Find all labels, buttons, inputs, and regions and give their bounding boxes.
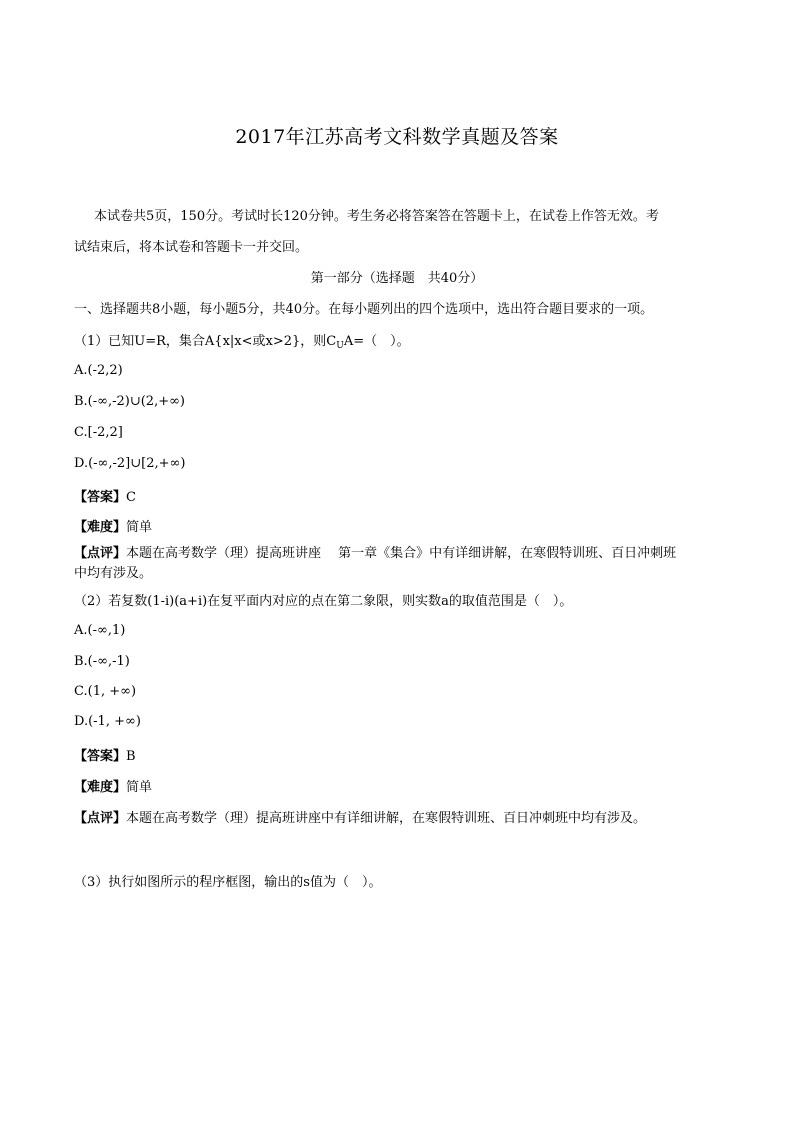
q2-difficulty — [74, 776, 152, 795]
q1-comment — [74, 542, 676, 561]
intro-line-1: 本试卷共5页，150分。考试时长120分钟。考生务必将答案答在答题卡上，在试卷上作答无效。考 — [94, 209, 659, 224]
q1-stem-sub: U — [336, 341, 344, 351]
q2-answer-value: B — [126, 749, 136, 764]
q1-stem-before: （1）已知U=R，集合A{x|x<或x>2}，则C — [74, 334, 337, 349]
answer-label: 【答案】 — [74, 749, 127, 764]
q2-comment-text: 本题在高考数学（理）提高班讲座中有详细讲解，在寒假特训班、百日冲刺班中均有涉及。 — [126, 811, 647, 826]
q1-option-c: C.[-2,2] — [74, 425, 123, 440]
section-instruction: 一、选择题共8小题，每小题5分，共40分。在每小题列出的四个选项中，选出符合题目要求的一项。 — [74, 302, 654, 317]
q2-option-b: B.(-∞,-1) — [74, 654, 130, 669]
q2-option-c: C.(1, +∞) — [74, 684, 137, 699]
q1-difficulty-value: 简单 — [126, 520, 153, 535]
answer-label: 【答案】 — [74, 490, 127, 505]
comment-label: 【点评】 — [74, 811, 127, 826]
difficulty-label: 【难度】 — [74, 520, 127, 535]
q1-option-a: A.(-2,2) — [74, 363, 123, 378]
q2-comment — [74, 807, 646, 826]
comment-label: 【点评】 — [74, 546, 127, 561]
q1-option-d: D.(-∞,-2]∪[2,+∞) — [74, 456, 186, 471]
intro-line-2: 试结束后，将本试卷和答题卡一并交回。 — [74, 240, 309, 255]
q3-stem: （3）执行如图所示的程序框图，输出的s值为（ ）。 — [74, 875, 382, 890]
q2-stem: （2）若复数(1-i)(a+i)在复平面内对应的点在第二象限，则实数a的取值范围是（ ）。 — [74, 594, 573, 609]
q1-answer — [74, 486, 136, 505]
q2-option-a: A.(-∞,1) — [74, 623, 126, 638]
q1-comment-line-2: 中均有涉及。 — [74, 566, 153, 581]
section-title: 第一部分（选择题 共40分） — [310, 271, 484, 286]
q1-stem-after: A=（ ）。 — [343, 334, 410, 349]
q1-option-b: B.(-∞,-2)∪(2,+∞) — [74, 394, 186, 409]
q2-answer — [74, 745, 136, 764]
q1-answer-value: C — [126, 490, 136, 505]
difficulty-label: 【难度】 — [74, 780, 127, 795]
q2-option-d: D.(-1, +∞) — [74, 714, 141, 729]
q1-difficulty — [74, 516, 152, 535]
page-title: 2017年江苏高考文科数学真题及答案 — [235, 126, 559, 148]
q2-difficulty-value: 简单 — [126, 780, 153, 795]
q1-comment-line-1: 本题在高考数学（理）提高班讲座 第一章《集合》中有详细讲解，在寒假特训班、百日冲刺班 — [126, 546, 677, 561]
q1-stem — [74, 330, 410, 351]
